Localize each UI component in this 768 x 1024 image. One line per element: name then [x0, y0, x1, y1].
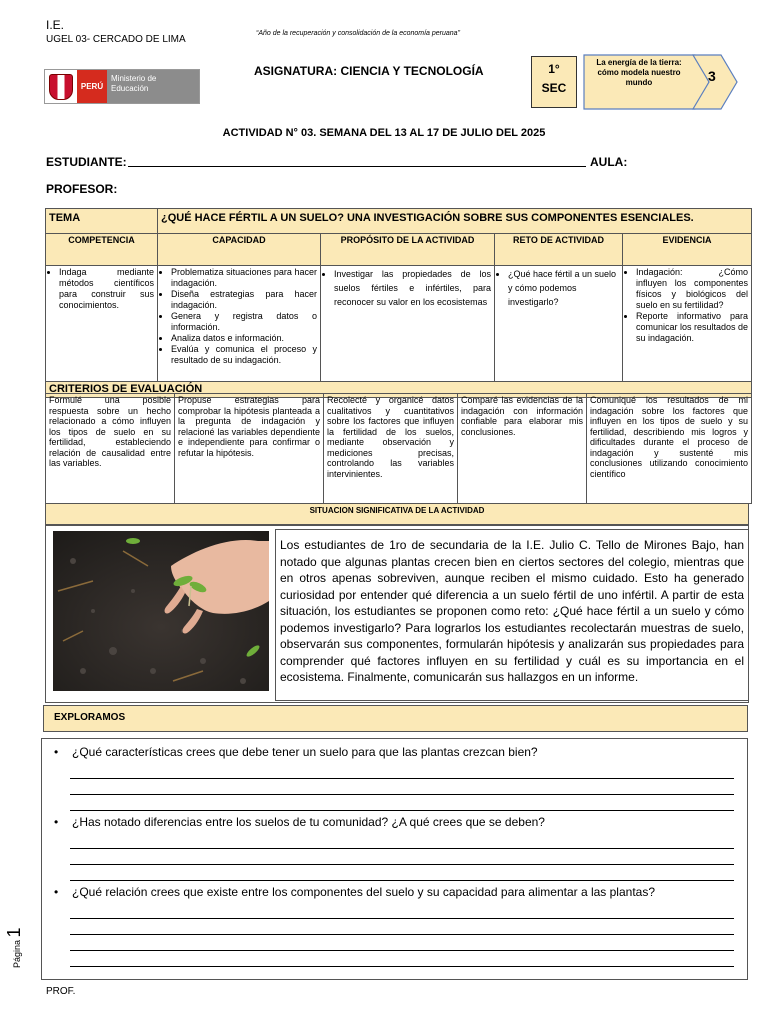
- capacidad-cell: [158, 266, 321, 382]
- content-row: [46, 266, 752, 382]
- header-row: [46, 234, 752, 266]
- logo-peru-text: PERÚ: [77, 70, 107, 103]
- bullet-icon: •: [54, 815, 59, 829]
- evidencia-item: • Indagación: ¿Cómo influyen los componentes físicos y biológicos del suelo en su fertilidad?: [636, 267, 748, 311]
- header-evidencia: EVIDENCIA: [623, 234, 752, 266]
- header-proposito: PROPÓSITO DE LA ACTIVIDAD: [321, 234, 495, 266]
- questions-box: [41, 738, 748, 980]
- grade-level: SEC: [541, 81, 567, 95]
- criterio-3: Recolecté y organicé datos cualitativos y cuantitativos sobre los factores que influyen la fertilidad de los suelos, mediante observación y mediciones precisas, controlando las variables intervinientes.: [324, 394, 458, 504]
- header-competencia: COMPETENCIA: [46, 234, 158, 266]
- competencia-cell: [46, 266, 158, 382]
- subject-title: ASIGNATURA: CIENCIA Y TECNOLOGÍA: [254, 64, 484, 78]
- capacidad-item: • Analiza datos e información.: [171, 333, 317, 344]
- question-text: ¿Qué características crees que debe tener un suelo para que las plantas crezcan bien?: [72, 745, 538, 759]
- criteria-table: [45, 393, 752, 504]
- header-capacidad: CAPACIDAD: [158, 234, 321, 266]
- reto-cell: [495, 266, 623, 382]
- answer-lines-2[interactable]: [70, 833, 734, 881]
- evidencia-item: • Reporte informativo para comunicar los resultados de su indagación.: [636, 311, 748, 344]
- tema-label: TEMA: [46, 209, 158, 234]
- question-text: ¿Has notado diferencias entre los suelos de tu comunidad? ¿A qué crees que se deben?: [72, 815, 545, 829]
- year-motto: “Año de la recuperación y consolidación de la economía peruana”: [256, 30, 460, 37]
- situation-text: Los estudiantes de 1ro de secundaria de la I.E. Julio C. Tello de Mirones Bajo, han notado que algunas plantas crecen bien en ciertos sectores del colegio, mientras que en otros apenas sobreviven, aunque reciben el mismo cuidado. Esto ha generado curiosidad por entender qué diferencia a un suelo fértil de uno infértil. A partir de esta situación, los estudiantes se proponen como reto: ¿Qué hace fértil a un suelo y cómo podemos investigarlo? Para lograrlos los estudiantes recolectarán muestras de suelo, observarán sus componentes, formularán hipótesis y analizarán sus propiedades para comprender qué factores influyen en su fertilidad y cuál es su importancia en el ecosistema. Finalmente, comunicarán sus hallazgos en un informe.: [275, 529, 749, 701]
- student-line[interactable]: [128, 166, 586, 167]
- page-number: 1: [4, 927, 24, 938]
- question-1: [54, 745, 538, 759]
- student-label: ESTUDIANTE:: [46, 155, 127, 169]
- unit-title: La energía de la tierra: cómo modela nuestro mundo: [596, 58, 682, 87]
- prof-label: PROF.: [46, 986, 76, 997]
- criterio-2: Propuse estrategias para comprobar la hipótesis planteada a la pregunta de indagación y relacioné las variables dependiente e independiente para confirmar o refutar la hipótesis.: [175, 394, 324, 504]
- criterio-4: Comparé las evidencias de la indagación con información confiable para elaborar mis conclusiones.: [458, 394, 587, 504]
- evidencia-cell: [623, 266, 752, 382]
- criterio-5: Comuniqué los resultados de mi indagación sobre los factores que influyen en los tipos de suelo y su fertilidad, describiendo mis logros y dificultades durante el proceso de indagación y sustenté mis conclusiones utilizando conocimiento científico: [587, 394, 752, 504]
- competencia-item: • Indaga mediante métodos científicos para construir sus conocimientos.: [59, 267, 154, 311]
- criterio-1: Formulé una posible respuesta sobre un hecho relacionado a cómo influyen los tipos de suelo en su fertilidad, estableciendo relación de causalidad entre las variables.: [46, 394, 175, 504]
- activity-title: ACTIVIDAD N° 03. SEMANA DEL 13 AL 17 DE JULIO DEL 2025: [222, 127, 546, 139]
- explore-heading: EXPLORAMOS: [43, 705, 748, 732]
- situation-heading: SITUACION SIGNIFICATIVA DE LA ACTIVIDAD: [45, 503, 749, 525]
- question-text: ¿Qué relación crees que existe entre los componentes del suelo y su capacidad para alimentar a las plantas?: [72, 885, 656, 899]
- unit-number: 3: [708, 68, 716, 84]
- reto-item: • ¿Qué hace fértil a un suelo y cómo podemos investigarlo?: [508, 267, 619, 309]
- ugel-label: UGEL 03- CERCADO DE LIMA: [46, 34, 186, 45]
- grade-box: [531, 56, 577, 108]
- logo-ministry-text: Ministerio de Educación: [107, 70, 199, 103]
- proposito-item: • Investigar las propiedades de los suelos fértiles e infértiles, para reconocer su valor en los ecosistemas: [334, 267, 491, 309]
- header-reto: RETO DE ACTIVIDAD: [495, 234, 623, 266]
- capacidad-item: • Diseña estrategias para hacer indagación.: [171, 289, 317, 311]
- tema-row: [46, 209, 752, 234]
- peru-shield-icon: [45, 70, 77, 103]
- question-2: [54, 815, 545, 829]
- page-label: Página: [12, 939, 22, 968]
- soil-hand-photo: [53, 531, 269, 691]
- activity-table: [45, 208, 752, 398]
- bullet-icon: •: [54, 745, 59, 759]
- capacidad-item: • Genera y registra datos o información.: [171, 311, 317, 333]
- teacher-label: PROFESOR:: [46, 182, 118, 196]
- ministry-logo: [44, 69, 200, 104]
- question-3: [54, 885, 655, 899]
- bullet-icon: •: [54, 885, 59, 899]
- proposito-cell: [321, 266, 495, 382]
- school-label: I.E.: [46, 18, 65, 32]
- grade-number: 1°: [548, 62, 560, 76]
- classroom-label: AULA:: [590, 155, 628, 169]
- answer-lines-3[interactable]: [70, 903, 734, 967]
- tema-value: ¿QUÉ HACE FÉRTIL A UN SUELO? UNA INVESTIGACIÓN SOBRE SUS COMPONENTES ESENCIALES.: [158, 209, 752, 234]
- answer-lines-1[interactable]: [70, 763, 734, 811]
- page-indicator: [4, 898, 25, 968]
- capacidad-item: • Evalúa y comunica el proceso y resultado de su indagación.: [171, 344, 317, 366]
- capacidad-item: • Problematiza situaciones para hacer indagación.: [171, 267, 317, 289]
- criterios-label: CRITERIOS DE EVALUACIÓN: [46, 382, 752, 398]
